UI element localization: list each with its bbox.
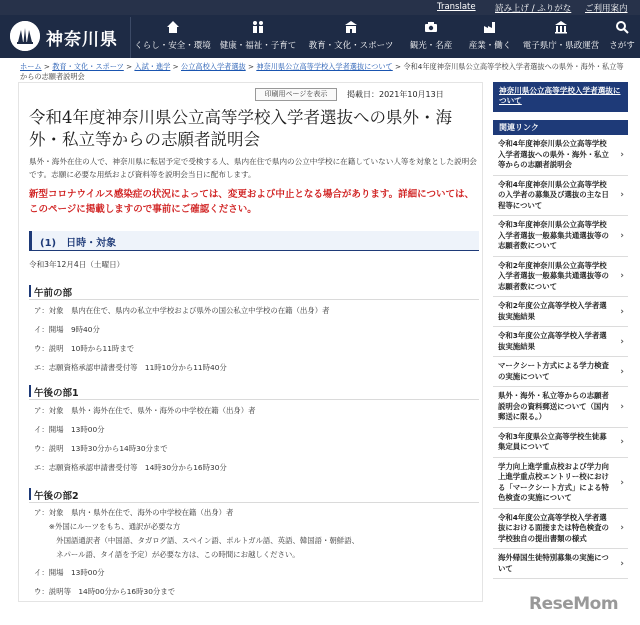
breadcrumb <box>20 62 625 82</box>
breadcrumb-current: 令和4年度神奈川県公立高等学校入学者選抜への県外・海外・私立等からの志願者説明会 <box>20 62 624 81</box>
government-icon <box>554 20 568 34</box>
session-row: ウ：説明 13時30分から14時30分まで <box>34 444 168 453</box>
sidebar-top-link[interactable]: 神奈川県公立高等学校入学者選抜について <box>493 82 628 112</box>
section-heading-text: (1) 日時・対象 <box>40 238 117 249</box>
session-row: ウ：説明等 14時00分から16時30分まで <box>34 587 176 596</box>
nav-education[interactable] <box>304 15 398 58</box>
chevron-right-icon: › <box>620 401 624 412</box>
furigana-link[interactable]: 読み上げ / ふりがな <box>495 4 572 14</box>
related-link[interactable] <box>493 357 628 387</box>
print-page-button[interactable]: 印刷用ページを表示 <box>255 88 337 101</box>
breadcrumb-link[interactable]: 公立高校入学者選抜 <box>181 62 246 71</box>
related-link-label: 令和3年度県公立高等学校生徒募集定員について <box>498 431 607 451</box>
related-link[interactable] <box>493 458 628 509</box>
related-link[interactable] <box>493 428 628 458</box>
session-row: エ：志願資格承認申請書受付等 14時30分から16時30分 <box>34 463 227 472</box>
session-row: 外国語通訳者（中国語、タガログ語、スペイン語、ポルトガル語、英語、韓国語・朝鮮語、 <box>34 536 359 545</box>
session-row: ※外国にルーツをもち、通訳が必要な方 <box>34 522 181 531</box>
related-link[interactable] <box>493 549 628 579</box>
nav-label: さがす <box>609 41 635 51</box>
session-heading-text: 午後の部2 <box>34 491 79 502</box>
session-heading-text: 午前の部 <box>34 288 73 299</box>
session-row: イ：開場 9時40分 <box>34 325 100 334</box>
related-link-label: 令和4年度神奈川県公立高等学校の入学者の募集及び選抜の主な日程等について <box>498 179 609 210</box>
related-link[interactable] <box>493 216 628 257</box>
session-heading-afternoon1 <box>29 383 479 400</box>
chevron-right-icon: › <box>620 558 624 569</box>
breadcrumb-link[interactable]: ホーム <box>20 62 42 71</box>
nav-label: 産業・働く <box>468 41 512 51</box>
nav-living[interactable] <box>131 15 214 58</box>
related-link[interactable] <box>493 297 628 327</box>
breadcrumb-separator: > <box>43 62 50 71</box>
nav-label: くらし・安全・環境 <box>134 41 211 51</box>
breadcrumb-link[interactable]: 教育・文化・スポーツ <box>52 62 124 71</box>
session-heading-afternoon2 <box>29 486 479 503</box>
home-icon <box>166 20 180 34</box>
utility-bar <box>0 0 640 15</box>
heading-bar <box>29 488 31 500</box>
breadcrumb-separator: > <box>126 62 133 71</box>
breadcrumb-separator: > <box>172 62 179 71</box>
nav-label: 電子県庁・県政運営 <box>522 41 600 51</box>
translate-link[interactable]: Translate <box>437 2 476 12</box>
camera-icon <box>424 20 438 34</box>
related-link[interactable] <box>493 176 628 217</box>
related-link-label: 令和2年度神奈川県公立高等学校入学者選抜一般募集共通選抜等の志願者数について <box>498 260 609 291</box>
chevron-right-icon: › <box>620 306 624 317</box>
article-meta <box>255 88 477 102</box>
nav-label: 健康・福祉・子育て <box>219 41 297 51</box>
main-content <box>18 82 483 602</box>
sidebar <box>493 82 628 602</box>
related-link[interactable] <box>493 327 628 357</box>
site-header <box>0 15 640 58</box>
school-icon <box>344 20 358 34</box>
search-icon <box>615 20 629 34</box>
usage-guide-link[interactable]: ご利用案内 <box>585 4 628 14</box>
related-link-label: 海外帰国生徒特別募集の実施について <box>498 553 609 573</box>
nav-tourism[interactable] <box>402 15 460 58</box>
session-row: ウ：説明 10時から11時まで <box>34 344 135 353</box>
related-link[interactable] <box>493 509 628 550</box>
event-date: 令和3年12月4日（土曜日） <box>29 260 125 269</box>
heading-bar <box>29 285 31 297</box>
factory-icon <box>483 20 497 34</box>
chevron-right-icon: › <box>620 230 624 241</box>
published-date: 掲載日：2021年10月13日 <box>347 90 444 99</box>
nav-industry[interactable] <box>462 15 518 58</box>
resemom-watermark <box>525 592 633 618</box>
prefecture-emblem-icon[interactable] <box>10 21 40 51</box>
session-row: イ：開場 13時00分 <box>34 568 105 577</box>
nav-government[interactable] <box>520 15 602 58</box>
chevron-right-icon: › <box>620 523 624 534</box>
session-heading-morning <box>29 283 479 300</box>
related-links-heading: 関連リンク <box>493 120 628 135</box>
breadcrumb-link[interactable]: 入試・進学 <box>134 62 171 71</box>
nav-search[interactable] <box>604 15 640 58</box>
page-title: 令和4年度神奈川県公立高等学校入学者選抜への県外・海外・私立等からの志願者説明会 <box>29 108 452 149</box>
session-row: ネパール語、タイ語を予定）が必要な方は、この時間にお越しください。 <box>34 550 300 559</box>
chevron-right-icon: › <box>620 149 624 160</box>
session-heading-text: 午後の部1 <box>34 388 79 399</box>
section-heading-schedule <box>29 231 479 251</box>
related-link-label: 県外・海外・私立等からの志願者説明会の資料郵送について（国内郵送に限る。） <box>498 391 609 421</box>
lead-text: 県外・海外在住の人で、神奈川県に転居予定で受検する人、県内在住で県内の公立中学校に在籍していない人等を対象とした説明会です。志願に必要な用紙および資料等を説明会当日に配布します。 <box>29 157 477 179</box>
session-row: ア：対象 県内在住で、県内の私立中学校および県外の国公私立中学校の在籍（出身）者 <box>34 306 330 315</box>
heading-bar <box>29 385 31 397</box>
chevron-right-icon: › <box>620 190 624 201</box>
related-link-label: 令和4年度神奈川県公立高等学校入学者選抜への県外・海外・私立等からの志願者説明会 <box>498 139 609 169</box>
session-row: エ：志願資格承認申請書受付等 11時10分から11時40分 <box>34 363 227 372</box>
session-row: ア：対象 県内・県外在住で、海外の中学校在籍（出身）者 <box>34 508 234 517</box>
session-row: イ：開場 13時00分 <box>34 425 105 434</box>
covid-notice: 新型コロナウイルス感染症の状況によっては、変更および中止となる場合があります。詳細については、このページに掲載しますので事前にご確認ください。 <box>29 189 474 215</box>
related-link-label: マークシート方式による学力検査の実施について <box>498 361 609 381</box>
related-link[interactable] <box>493 387 628 428</box>
chevron-right-icon: › <box>620 366 624 377</box>
watermark-text: ReseMom <box>529 594 619 614</box>
chevron-right-icon: › <box>620 437 624 447</box>
related-link-label: 令和3年度公立高等学校入学者選抜実施結果 <box>498 331 607 351</box>
related-link-label: 令和4年度公立高等学校入学者選抜における面接または特色検査の学校独自の提出書類の様式 <box>498 512 609 543</box>
breadcrumb-separator: > <box>248 62 255 71</box>
site-name[interactable]: 神奈川県 <box>46 30 118 50</box>
related-link[interactable] <box>493 257 628 298</box>
breadcrumb-link[interactable]: 神奈川県公立高等学校入学者選抜について <box>256 62 393 71</box>
related-link-label: 令和3年度神奈川県公立高等学校入学者選抜一般募集共通選抜等の志願者数について <box>498 220 609 250</box>
nav-label: 観光・名産 <box>409 41 453 51</box>
family-icon <box>251 20 265 34</box>
related-link-label: 学力向上進学重点校および学力向上進学重点校エントリー校における「マークシート方式」による特色検査の実施について <box>498 461 609 502</box>
related-link-label: 令和2年度公立高等学校入学者選抜実施結果 <box>498 301 607 321</box>
session-row: ア：対象 県外・海外在住で、県外・海外の中学校在籍（出身）者 <box>34 406 256 415</box>
related-links-list <box>493 135 628 579</box>
related-link[interactable] <box>493 135 628 176</box>
nav-health[interactable] <box>216 15 300 58</box>
breadcrumb-separator: > <box>395 62 402 71</box>
chevron-right-icon: › <box>620 477 624 488</box>
nav-label: 教育・文化・スポーツ <box>308 41 394 51</box>
chevron-right-icon: › <box>620 271 624 282</box>
chevron-right-icon: › <box>620 336 624 347</box>
